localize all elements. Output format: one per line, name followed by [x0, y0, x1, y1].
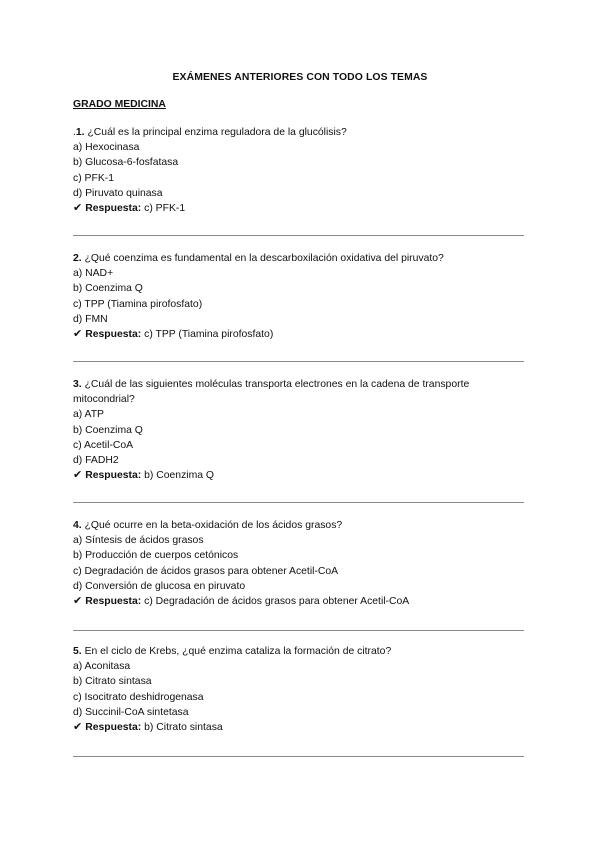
question-text	[73, 518, 513, 533]
answer-line	[73, 594, 533, 609]
divider	[73, 235, 524, 236]
answer-value: c) TPP (Tiamina pirofosfato)	[144, 329, 274, 341]
checkmark-icon: ✔	[73, 202, 83, 215]
answer-label: Respuesta:	[85, 329, 142, 341]
answer-label: Respuesta:	[85, 722, 142, 734]
answer-line	[73, 468, 533, 483]
question-block	[73, 251, 533, 342]
option-c: c) Degradación de ácidos grasos para obtener Acetil-CoA	[73, 565, 339, 577]
divider	[73, 756, 524, 757]
divider	[73, 502, 524, 503]
option-d: d) FMN	[73, 313, 108, 325]
question-number: 1.	[75, 127, 85, 138]
answer-value: c) PFK-1	[144, 203, 186, 215]
option-a: a) ATP	[73, 409, 104, 421]
document-title: EXÁMENES ANTERIORES CON TODO LOS TEMAS	[172, 72, 428, 83]
option-b: b) Producción de cuerpos cetónicos	[73, 550, 239, 562]
checkmark-icon: ✔	[73, 595, 83, 608]
question-text	[73, 644, 513, 659]
question-body: ¿Qué ocurre en la beta-oxidación de los ácidos grasos?	[84, 520, 343, 531]
question-body: ¿Cuál es la principal enzima reguladora de la glucólisis?	[87, 127, 347, 138]
answer-label: Respuesta:	[85, 470, 142, 482]
option-d: d) Piruvato quinasa	[73, 187, 163, 199]
option-d: d) FADH2	[73, 455, 119, 467]
option-b: b) Coenzima Q	[73, 424, 143, 436]
question-text	[73, 125, 513, 140]
option-d: d) Succinil-CoA sintetasa	[73, 706, 189, 718]
answer-label: Respuesta:	[85, 596, 142, 608]
section-heading: GRADO MEDICINA	[73, 99, 166, 110]
question-block	[73, 377, 533, 483]
answer-label: Respuesta:	[85, 203, 142, 215]
checkmark-icon: ✔	[73, 721, 83, 734]
question-block	[73, 125, 533, 216]
option-b: b) Coenzima Q	[73, 283, 143, 295]
answer-value: b) Coenzima Q	[144, 470, 214, 482]
option-b: b) Glucosa-6-fosfatasa	[73, 157, 179, 169]
checkmark-icon: ✔	[73, 469, 83, 482]
answer-value: c) Degradación de ácidos grasos para obtener Acetil-CoA	[144, 596, 410, 608]
answer-line	[73, 327, 533, 342]
option-a: a) Aconitasa	[73, 661, 131, 673]
question-block	[73, 644, 533, 735]
option-c: c) PFK-1	[73, 172, 114, 184]
question-number: 2.	[73, 253, 82, 264]
question-number: 5.	[73, 646, 82, 657]
option-c: c) TPP (Tiamina pirofosfato)	[73, 298, 203, 310]
option-b: b) Citrato sintasa	[73, 676, 152, 688]
question-body: ¿Qué coenzima es fundamental en la descarboxilación oxidativa del piruvato?	[84, 253, 444, 264]
question-text	[73, 377, 513, 407]
option-a: a) Síntesis de ácidos grasos	[73, 535, 204, 547]
question-body: ¿Cuál de las siguientes moléculas transporta electrones en la cadena de transporte mitocondrial?	[73, 379, 470, 406]
option-c: c) Isocitrato deshidrogenasa	[73, 691, 204, 703]
option-c: c) Acetil-CoA	[73, 439, 134, 451]
answer-line	[73, 720, 533, 735]
question-block	[73, 518, 533, 609]
divider	[73, 630, 524, 631]
divider	[73, 361, 524, 362]
option-a: a) Hexocinasa	[73, 142, 140, 154]
question-body: En el ciclo de Krebs, ¿qué enzima cataliza la formación de citrato?	[84, 646, 392, 657]
question-text	[73, 251, 513, 266]
answer-value: b) Citrato sintasa	[144, 722, 223, 734]
option-d: d) Conversión de glucosa en piruvato	[73, 580, 246, 592]
question-number: 4.	[73, 520, 82, 531]
answer-line	[73, 201, 533, 216]
option-a: a) NAD+	[73, 268, 114, 280]
checkmark-icon: ✔	[73, 328, 83, 341]
question-number: 3.	[73, 379, 82, 390]
question-prefix: .	[73, 127, 76, 138]
